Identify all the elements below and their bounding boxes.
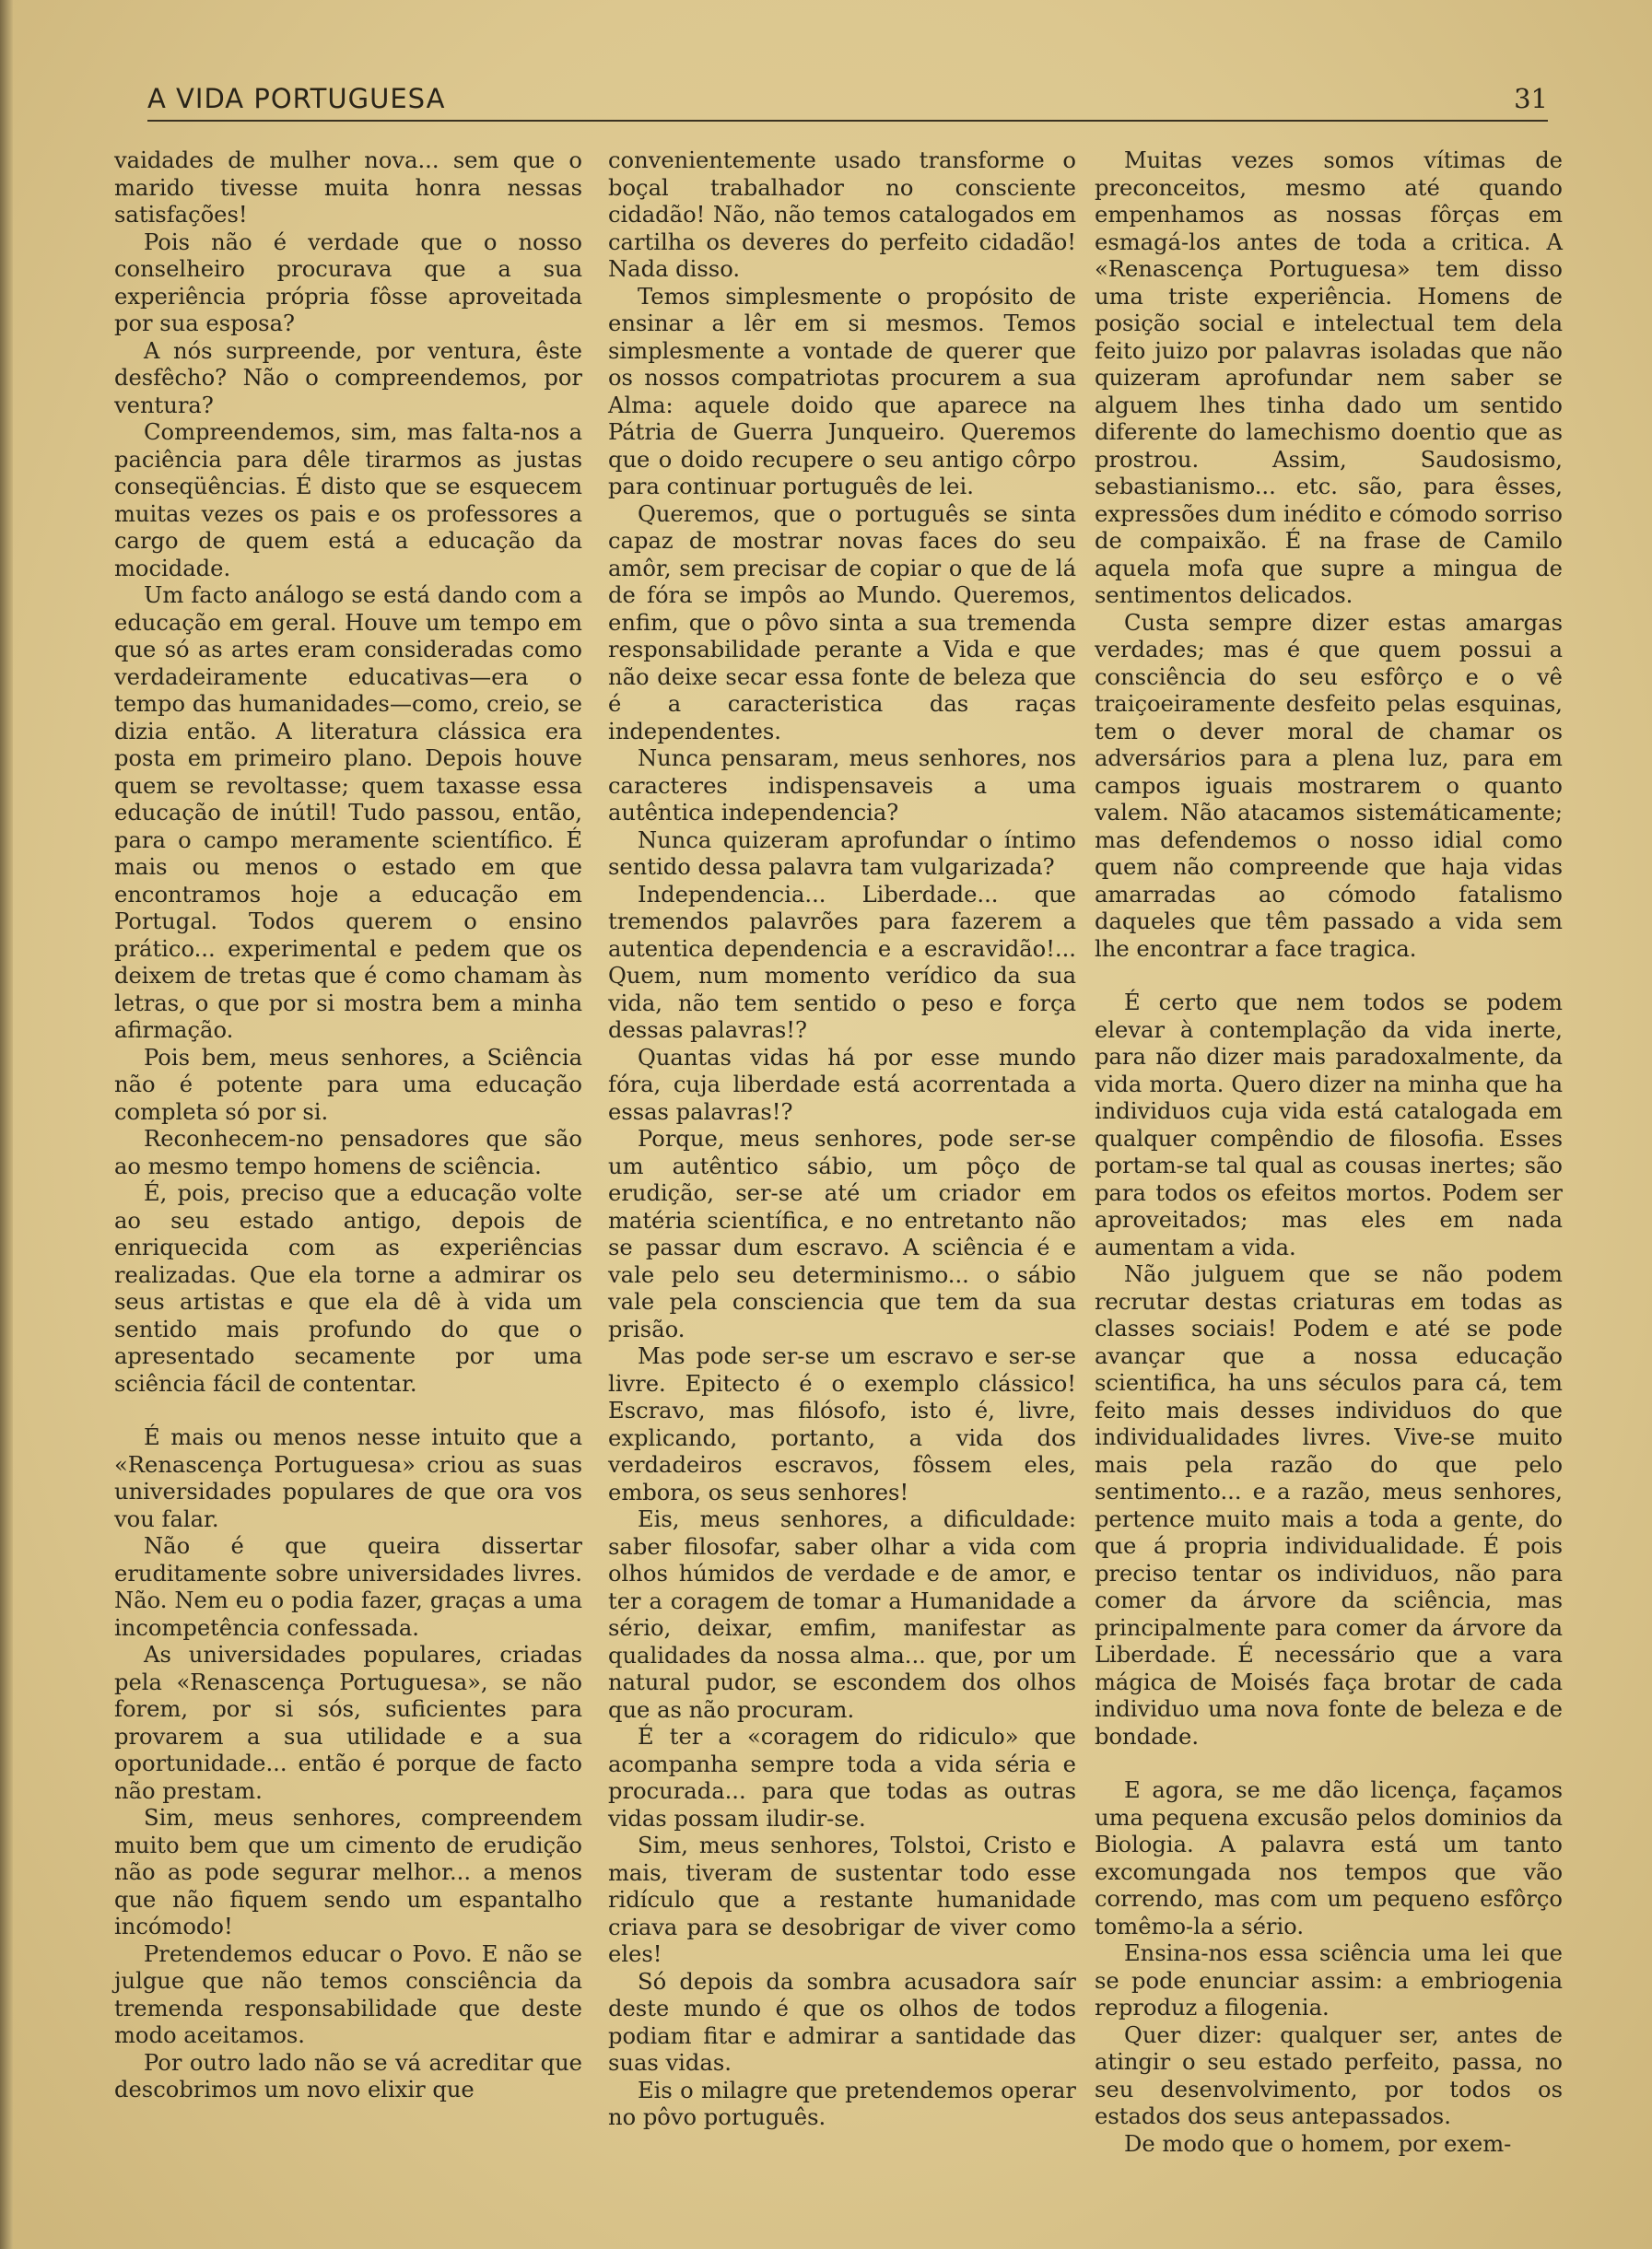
paragraph: Sim, meus senhores, Tolstoi, Cristo e mais, tiveram de sustentar todo esse ridículo que a restante humanidade criava para se desobrigar de viver como eles! [608,1833,1076,1967]
paragraph: E agora, se me dão licença, façamos uma pequena excusão pelos dominios da Biologia. A palavra está um tanto excomungada nos tempos que vão correndo, mas com um pequeno esfôrço tomêmo-la a sério. [1095,1777,1563,1939]
paragraph: Mas pode ser-se um escravo e ser-se livre. Epitecto é o exemplo clássico! Escravo, mas filósofo, isto é, livre, explicando, portanto, a vida dos verdadeiros escravos, fôssem eles, embora, os seus senhores! [608,1343,1076,1505]
text-column-2 [608,147,1076,2132]
paragraph: As universidades populares, criadas pela «Renascença Portuguesa», se não forem, por si sós, suficientes para provarem a sua utilidade e a sua oportunidade... então é porque de facto não prestam. [114,1642,582,1804]
paragraph: A nós surpreende, por ventura, êste desfêcho? Não o compreendemos, por ventura? [114,337,582,418]
paragraph: Não julguem que se não podem recrutar destas criaturas em todas as classes sociais! Podem e até se pode avançar que a nossa educação scientifica, ha uns séculos para cá, tem feito mais desses individuos do que individualidades livres. Vive-se muito mais pela razão do que pelo sentimento... e a razão, meus senhores, pertence muito mais a toda a gente, do que á propria individualidade. É pois preciso tentar os individuos, não para comer da árvore da sciência, mas principalmente para comer da árvore da Liberdade. É necessário que a vara mágica de Moisés faça brotar de cada individuo uma nova fonte de beleza e de bondade. [1095,1261,1563,1750]
paragraph: É mais ou menos nesse intuito que a «Renascença Portuguesa» criou as suas universidades populares de que ora vos vou falar. [114,1424,582,1532]
paragraph: Independencia... Liberdade... que tremendos palavrões para fazerem a autentica dependencia e a escravidão!... Quem, num momento verídico da sua vida, não tem sentido o peso e força dessas palavras!? [608,881,1076,1043]
paragraph: Queremos, que o português se sinta capaz de mostrar novas faces do seu amôr, sem precisar de copiar o que de lá de fóra se impôs ao Mundo. Queremos, enfim, que o pôvo sinta a sua tremenda responsabilidade perante a Vida e que não deixe secar essa fonte de beleza que é a caracteristica das raças independentes. [608,500,1076,744]
paragraph: Custa sempre dizer estas amargas verdades; mas é que quem possui a consciência do seu esfôrço e o vê traiçoeiramente desfeito pelas esquinas, tem o dever moral de chamar os adversários para a plena luz, para em campos iguais mostrarem o quanto valem. Não atacamos sistemáticamente; mas defendemos o nosso idial como quem não compreende que haja vidas amarradas ao cómodo fatalismo daqueles que têm passado a vida sem lhe encontrar a face tragica. [1095,609,1563,962]
paragraph: Nunca quizeram aprofundar o íntimo sentido dessa palavra tam vulgarizada? [608,826,1076,880]
page-binding-edge [0,0,13,2249]
paragraph: É, pois, preciso que a educação volte ao seu estado antigo, depois de enriquecida com as experiências realizadas. Que ela torne a admirar os seus artistas e que ela dê à vida um sentido mais profundo do que o apresentado secamente por uma sciência fácil de contentar. [114,1180,582,1397]
paragraph: Por outro lado não se vá acreditar que descobrimos um novo elixir que [114,2049,582,2103]
paragraph: Um facto análogo se está dando com a educação em geral. Houve um tempo em que só as artes eram consideradas como verdadeiramente educativas—era o tempo das humanidades—como, creio, se dizia então. A literatura clássica era posta em primeiro plano. Depois houve quem se revoltasse; quem taxasse essa educação de inútil! Tudo passou, então, para o campo meramente scientífico. É mais ou menos o estado em que encontramos hoje a educação em Portugal. Todos querem o ensino prático... experimental e pedem que os deixem de tretas que é como chamam às letras, o que por si mostra bem a minha afirmação. [114,582,582,1043]
paragraph: vaidades de mulher nova... sem que o marido tivesse muita honra nessas satisfações! [114,147,582,228]
text-column-1 [114,147,582,2104]
paragraph: Temos simplesmente o propósito de ensinar a lêr em si mesmos. Temos simplesmente a vontade de querer que os nossos compatriotas procurem a sua Alma: aquele doido que aparece na Pátria de Guerra Junqueiro. Queremos que o doido recupere o seu antigo côrpo para continuar português de lei. [608,283,1076,499]
paragraph: É ter a «coragem do ridiculo» que acompanha sempre toda a vida séria e procurada... para que todas as outras vidas possam iludir-se. [608,1724,1076,1832]
paragraph: Ensina-nos essa sciência uma lei que se pode enunciar assim: a embriogenia reproduz a filogenia. [1095,1940,1563,2021]
paragraph: Quer dizer: qualquer ser, antes de atingir o seu estado perfeito, passa, no seu desenvolvimento, por todos os estados dos seus antepassados. [1095,2021,1563,2129]
paragraph: Compreendemos, sim, mas falta-nos a paciência para dêle tirarmos as justas conseqüências. É disto que se esquecem muitas vezes os pais e os professores a cargo de quem está a educação da mocidade. [114,419,582,581]
paragraph: Pois bem, meus senhores, a Sciência não é potente para uma educação completa só por si. [114,1044,582,1125]
paragraph: Porque, meus senhores, pode ser-se um autêntico sábio, um pôço de erudição, ser-se até um criador em matéria scientífica, e no entretanto não se passar dum escravo. A sciência é e vale pelo seu determinismo... o sábio vale pela consciencia que tem da sua prisão. [608,1126,1076,1342]
page-number: 31 [1514,83,1548,114]
paragraph: Eis, meus senhores, a dificuldade: saber filosofar, saber olhar a vida com olhos húmidos de verdade e de amor, e ter a coragem de tomar a Humanidade a sério, deixar, emfim, manifestar as qualidades da nossa alma... que, por um natural pudor, se escondem dos olhos que as não procuram. [608,1506,1076,1723]
paragraph: Só depois da sombra acusadora saír deste mundo é que os olhos de todos podiam fitar e admirar a santidade das suas vidas. [608,1968,1076,2076]
paragraph: Eis o milagre que pretendemos operar no pôvo português. [608,2077,1076,2130]
paragraph: Não é que queira dissertar eruditamente sobre universidades livres. Não. Nem eu o podia fazer, graças a uma incompetência confessada. [114,1533,582,1641]
paragraph: Muitas vezes somos vítimas de preconceitos, mesmo até quando empenhamos as nossas fôrças em esmagá-los antes de toda a critica. A «Renascença Portuguesa» tem disso uma triste experiência. Homens de posição social e intelectual tem dela feito juizo por palavras isoladas que não quizeram aprofundar nem saber se alguem lhes tinha dado um sentido diferente do lamechismo doentio que as prostrou. Assim, Saudosismo, sebastianismo... etc. são, para êsses, expressões dum inédito e cómodo sorriso de compaixão. É na frase de Camilo aquela mofa que supre a mingua de sentimentos delicados. [1095,147,1563,608]
text-column-3 [1095,147,1563,2158]
paragraph: Reconhecem-no pensadores que são ao mesmo tempo homens de sciência. [114,1126,582,1179]
paragraph: É certo que nem todos se podem elevar à contemplação da vida inerte, para não dizer mais paradoxalmente, da vida morta. Quero dizer na minha que ha individuos cuja vida está catalogada em qualquer compêndio de filosofia. Esses portam-se tal qual as cousas inertes; são para todos os efeitos mortos. Podem ser aproveitados; mas eles em nada aumentam a vida. [1095,990,1563,1260]
paragraph: Sim, meus senhores, compreendem muito bem que um cimento de erudição não as pode segurar melhor... a menos que não fiquem sendo um espantalho incómodo! [114,1805,582,1939]
paragraph: Pois não é verdade que o nosso conselheiro procurava que a sua experiência própria fôsse aproveitada por sua esposa? [114,228,582,336]
page-header [147,72,1548,122]
paragraph: Pretendemos educar o Povo. E não se julgue que não temos consciência da tremenda responsabilidade que deste modo aceitamos. [114,1940,582,2048]
paragraph: Quantas vidas há por esse mundo fóra, cuja liberdade está acorrentada a essas palavras!? [608,1044,1076,1125]
paragraph: convenientemente usado transforme o boçal trabalhador no consciente cidadão! Não, não temos catalogados em cartilha os deveres do perfeito cidadão! Nada disso. [608,147,1076,282]
paragraph: De modo que o homem, por exem- [1124,2130,1512,2157]
running-title: A VIDA PORTUGUESA [147,83,446,114]
paragraph: Nunca pensaram, meus senhores, nos caracteres indispensaveis a uma autêntica independencia? [608,745,1076,826]
